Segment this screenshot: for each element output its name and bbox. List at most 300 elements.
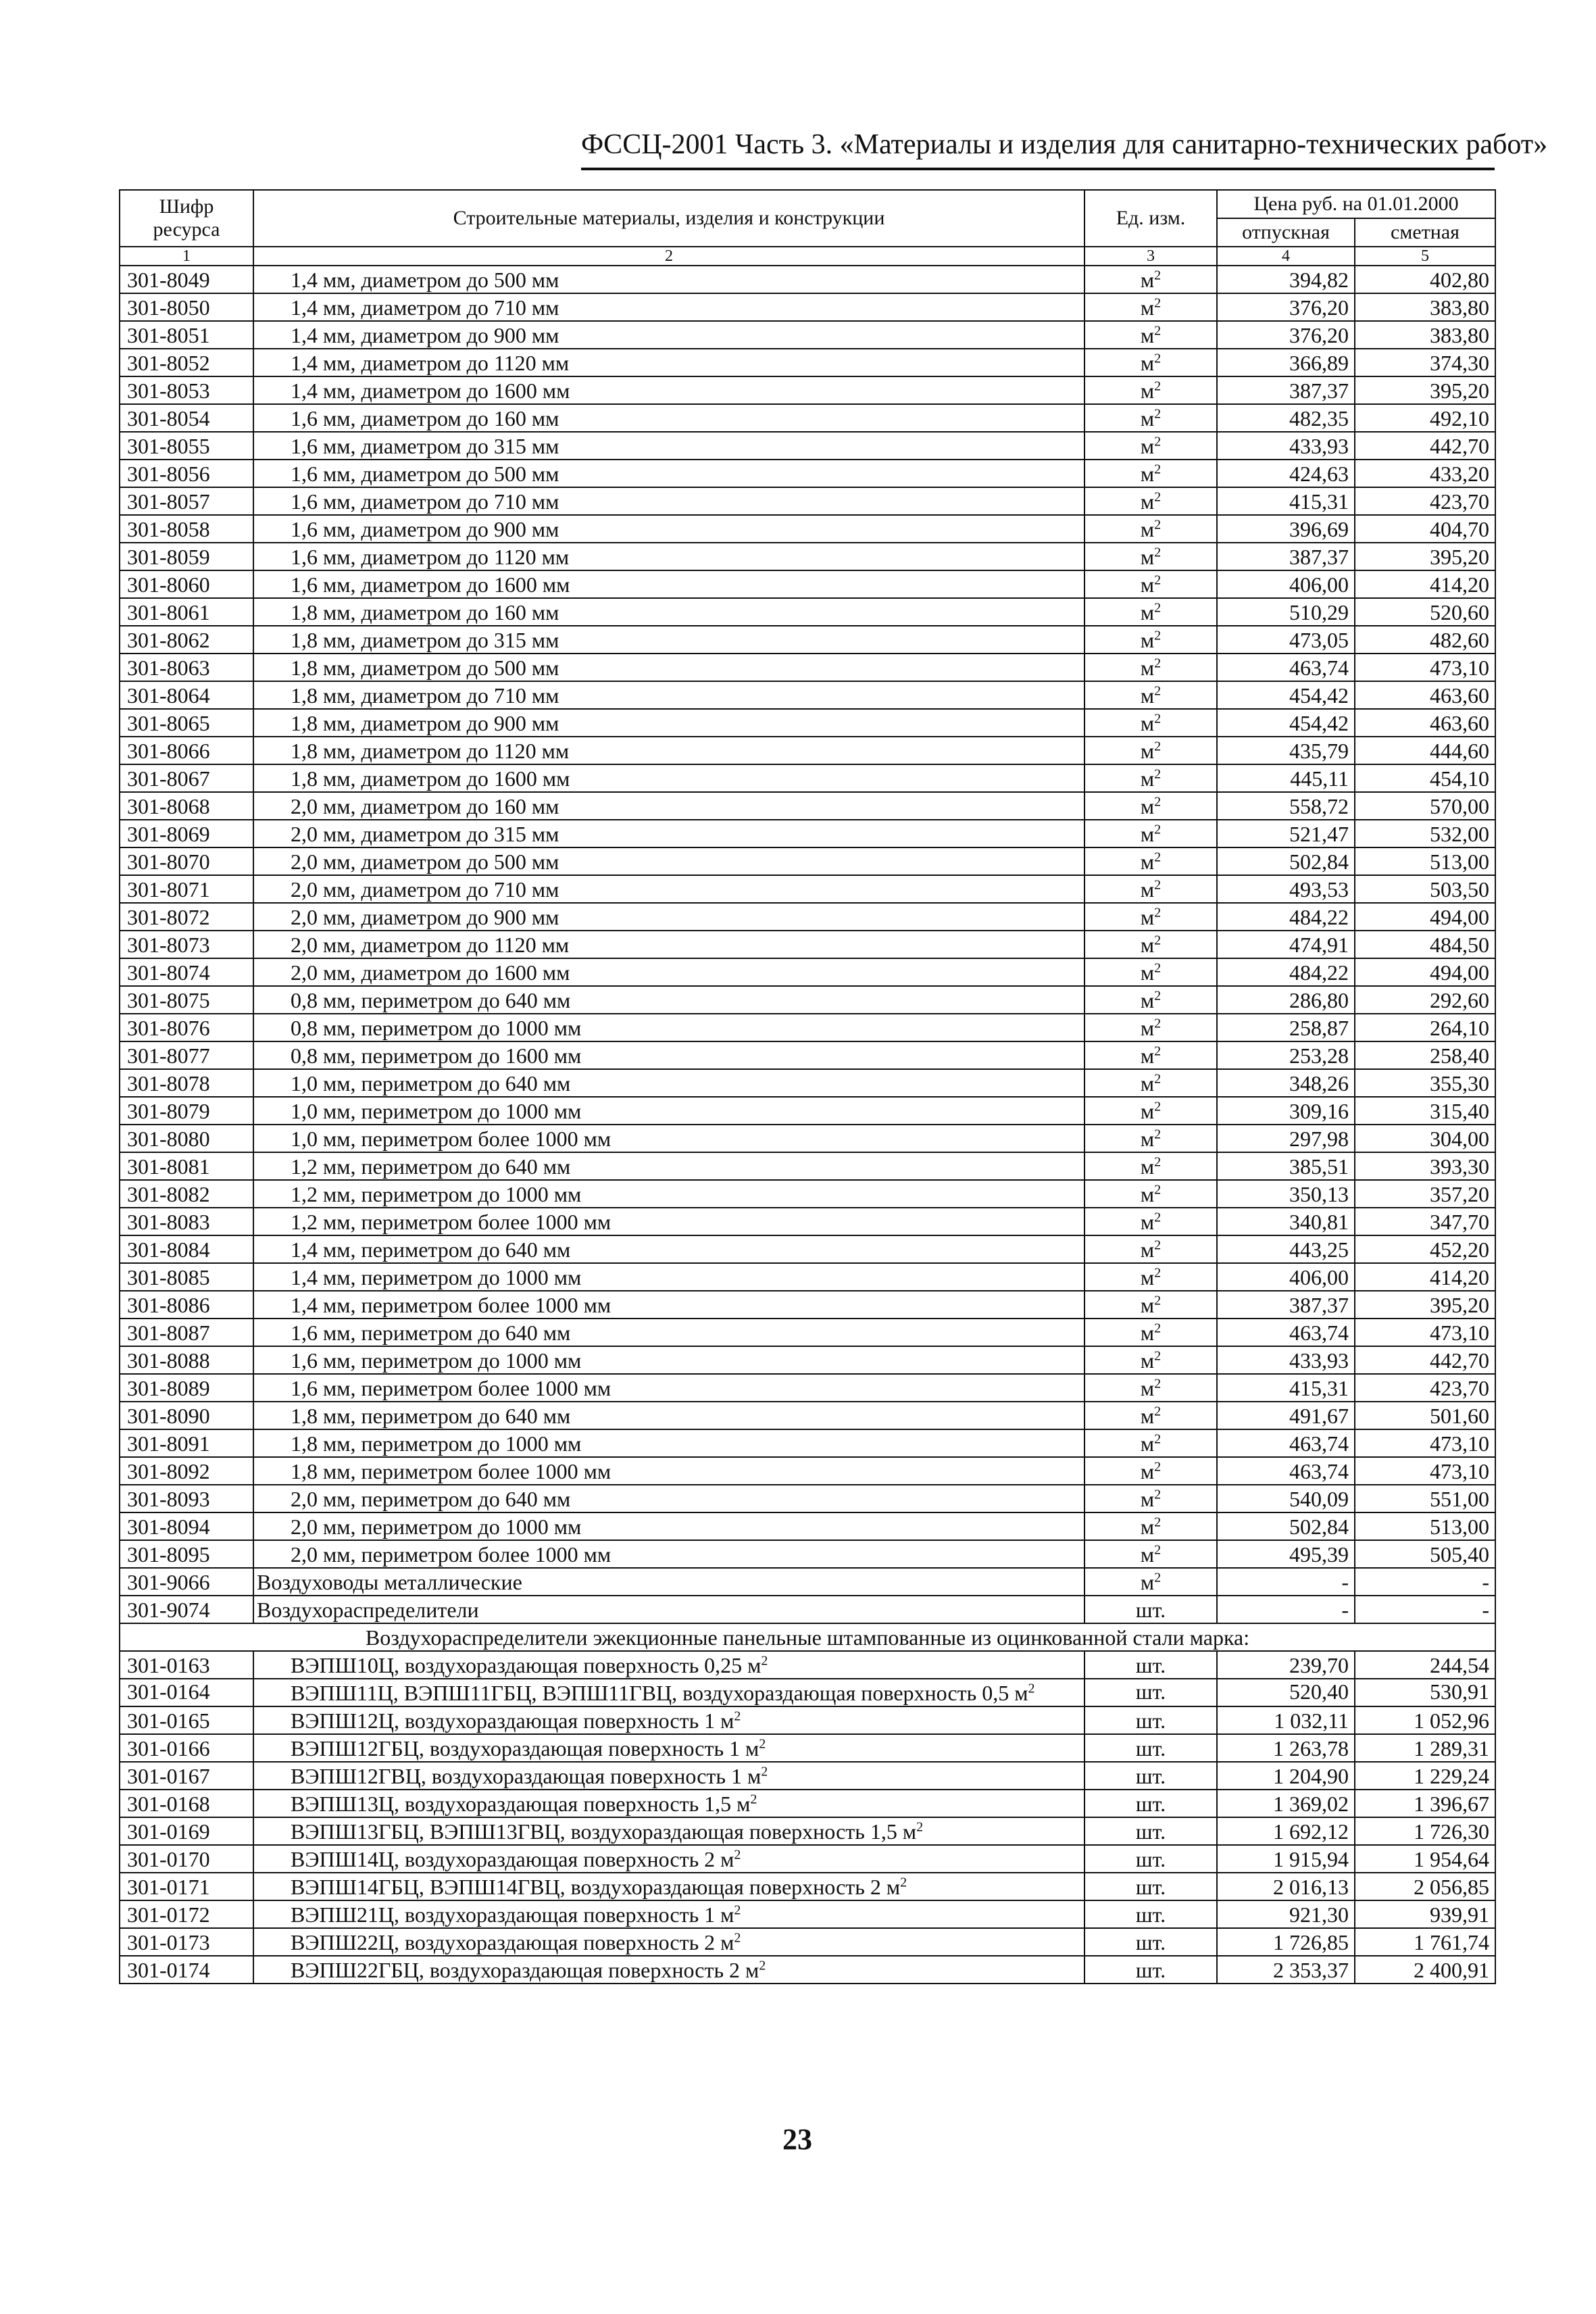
unit-cell: $м^2$ [1084, 792, 1217, 820]
unit-cell: $м^2$ [1084, 1540, 1217, 1568]
resource-code-cell: 301-0168 [120, 1790, 253, 1817]
resource-code-cell: 301-8073 [120, 931, 253, 958]
price-table [119, 189, 1496, 1984]
estimate-price-cell: 513,00 [1355, 1512, 1495, 1540]
unit-cell: $м^2$ [1084, 1235, 1217, 1263]
resource-code-cell: 301-8050 [120, 293, 253, 321]
release-price-cell: 376,20 [1217, 293, 1355, 321]
resource-code-cell: 301-8083 [120, 1208, 253, 1235]
estimate-price-cell: 939,91 [1355, 1900, 1495, 1928]
unit-cell: $м^2$ [1084, 404, 1217, 432]
estimate-price-cell: 402,80 [1355, 266, 1495, 293]
release-price-cell: 433,93 [1217, 432, 1355, 460]
estimate-price-cell: 1 289,31 [1355, 1734, 1495, 1762]
unit-cell: $м^2$ [1084, 1402, 1217, 1429]
unit-cell: $м^2$ [1084, 543, 1217, 570]
material-name-cell: 1,6 мм, диаметром до 315 мм [253, 432, 1084, 460]
material-name-cell: 1,6 мм, диаметром до 710 мм [253, 487, 1084, 515]
resource-code-cell: 301-8049 [120, 266, 253, 293]
resource-code-cell: 301-8090 [120, 1402, 253, 1429]
resource-code-cell: 301-8092 [120, 1457, 253, 1485]
resource-code-cell: 301-8075 [120, 986, 253, 1014]
unit-cell: шт. [1084, 1679, 1217, 1706]
table-row [120, 1291, 1495, 1319]
release-price-cell: 424,63 [1217, 460, 1355, 487]
estimate-price-cell: 304,00 [1355, 1125, 1495, 1152]
col-number-2: 2 [253, 247, 1084, 266]
material-name-cell: ВЭПШ13ГБЦ, ВЭПШ13ГВЦ, воздухораздающая поверхность 1,5 $м^2$ [253, 1817, 1084, 1845]
estimate-price-cell: 473,10 [1355, 654, 1495, 681]
material-name-cell: 1,8 мм, диаметром до 315 мм [253, 626, 1084, 654]
unit-cell: шт. [1084, 1596, 1217, 1623]
unit-cell: $м^2$ [1084, 598, 1217, 626]
resource-code-cell: 301-8081 [120, 1152, 253, 1180]
table-row [120, 1429, 1495, 1457]
release-price-cell: 1 369,02 [1217, 1790, 1355, 1817]
release-price-cell: 463,74 [1217, 1319, 1355, 1346]
material-name-cell: 1,4 мм, диаметром до 500 мм [253, 266, 1084, 293]
unit-cell: $м^2$ [1084, 1180, 1217, 1208]
resource-code-cell: 301-8086 [120, 1291, 253, 1319]
resource-code-cell: 301-8091 [120, 1429, 253, 1457]
section-row [120, 1623, 1495, 1651]
resource-code-cell: 301-8079 [120, 1097, 253, 1125]
material-name-cell: 1,6 мм, диаметром до 160 мм [253, 404, 1084, 432]
table-row [120, 931, 1495, 958]
resource-code-cell: 301-8057 [120, 487, 253, 515]
resource-code-cell: 301-8084 [120, 1235, 253, 1263]
release-price-cell: 921,30 [1217, 1900, 1355, 1928]
page-header-title: ФССЦ-2001 Часть 3. «Материалы и изделия для санитарно-технических работ» [581, 129, 1548, 160]
resource-code-cell: 301-8062 [120, 626, 253, 654]
page-number: 23 [782, 2123, 812, 2156]
header-estimate-price: сметная [1355, 218, 1495, 247]
unit-cell: $м^2$ [1084, 1125, 1217, 1152]
unit-cell: $м^2$ [1084, 654, 1217, 681]
table-row [120, 1235, 1495, 1263]
release-price-cell: 474,91 [1217, 931, 1355, 958]
table-row [120, 1734, 1495, 1762]
unit-cell: $м^2$ [1084, 1208, 1217, 1235]
header-code: Шифр ресурса [120, 190, 253, 247]
unit-cell: $м^2$ [1084, 1263, 1217, 1291]
material-name-cell: 1,0 мм, периметром до 640 мм [253, 1069, 1084, 1097]
material-name-cell: 1,8 мм, диаметром до 710 мм [253, 681, 1084, 709]
table-row [120, 1928, 1495, 1956]
price-table-container [119, 189, 1495, 1984]
unit-cell: $м^2$ [1084, 764, 1217, 792]
table-row [120, 737, 1495, 764]
material-name-cell: 2,0 мм, периметром более 1000 мм [253, 1540, 1084, 1568]
table-row [120, 1097, 1495, 1125]
release-price-cell: 387,37 [1217, 1291, 1355, 1319]
header-rule [581, 168, 1495, 170]
estimate-price-cell: 433,20 [1355, 460, 1495, 487]
estimate-price-cell: 423,70 [1355, 1374, 1495, 1402]
release-price-cell: 463,74 [1217, 1457, 1355, 1485]
table-row [120, 1485, 1495, 1512]
estimate-price-cell: 482,60 [1355, 626, 1495, 654]
material-name-cell: 1,4 мм, диаметром до 1600 мм [253, 376, 1084, 404]
estimate-price-cell: 463,60 [1355, 681, 1495, 709]
resource-code-cell: 301-8059 [120, 543, 253, 570]
estimate-price-cell: - [1355, 1596, 1495, 1623]
resource-code-cell: 301-0164 [120, 1679, 253, 1706]
resource-code-cell: 301-8094 [120, 1512, 253, 1540]
resource-code-cell: 301-8069 [120, 820, 253, 847]
header-name: Строительные материалы, изделия и конструкции [253, 190, 1084, 247]
unit-cell: шт. [1084, 1762, 1217, 1790]
unit-cell: $м^2$ [1084, 958, 1217, 986]
estimate-price-cell: 414,20 [1355, 1263, 1495, 1291]
estimate-price-cell: 494,00 [1355, 903, 1495, 931]
material-name-cell: 1,0 мм, периметром более 1000 мм [253, 1125, 1084, 1152]
estimate-price-cell: 494,00 [1355, 958, 1495, 986]
header-price-group: Цена руб. на 01.01.2000 [1217, 190, 1495, 218]
unit-cell: $м^2$ [1084, 1346, 1217, 1374]
resource-code-cell: 301-0167 [120, 1762, 253, 1790]
material-name-cell: 1,4 мм, диаметром до 710 мм [253, 293, 1084, 321]
material-name-cell: 1,4 мм, периметром до 1000 мм [253, 1263, 1084, 1291]
resource-code-cell: 301-8080 [120, 1125, 253, 1152]
release-price-cell: 502,84 [1217, 847, 1355, 875]
resource-code-cell: 301-8076 [120, 1014, 253, 1041]
material-name-cell: ВЭПШ12Ц, воздухораздающая поверхность 1 $м^2$ [253, 1706, 1084, 1734]
resource-code-cell: 301-8074 [120, 958, 253, 986]
estimate-price-cell: 532,00 [1355, 820, 1495, 847]
material-name-cell: 1,8 мм, диаметром до 1600 мм [253, 764, 1084, 792]
table-row [120, 792, 1495, 820]
table-row [120, 1069, 1495, 1097]
release-price-cell: 239,70 [1217, 1651, 1355, 1679]
material-name-cell: 0,8 мм, периметром до 640 мм [253, 986, 1084, 1014]
estimate-price-cell: 452,20 [1355, 1235, 1495, 1263]
unit-cell: $м^2$ [1084, 349, 1217, 376]
table-row [120, 515, 1495, 543]
material-name-cell: 1,8 мм, периметром до 1000 мм [253, 1429, 1084, 1457]
material-name-cell: ВЭПШ14Ц, воздухораздающая поверхность 2 $м^2$ [253, 1845, 1084, 1873]
material-name-cell: ВЭПШ22ГБЦ, воздухораздающая поверхность 2 $м^2$ [253, 1956, 1084, 1984]
table-row [120, 1319, 1495, 1346]
table-row [120, 266, 1495, 293]
material-name-cell: 2,0 мм, диаметром до 710 мм [253, 875, 1084, 903]
section-title: Воздухораспределители эжекционные панельные штампованные из оцинкованной стали марка: [120, 1623, 1495, 1651]
resource-code-cell: 301-8054 [120, 404, 253, 432]
unit-cell: $м^2$ [1084, 1568, 1217, 1596]
table-row [120, 1208, 1495, 1235]
estimate-price-cell: 444,60 [1355, 737, 1495, 764]
estimate-price-cell: 355,30 [1355, 1069, 1495, 1097]
material-name-cell: 2,0 мм, диаметром до 1600 мм [253, 958, 1084, 986]
estimate-price-cell: 315,40 [1355, 1097, 1495, 1125]
estimate-price-cell: 347,70 [1355, 1208, 1495, 1235]
estimate-price-cell: 1 052,96 [1355, 1706, 1495, 1734]
release-price-cell: 433,93 [1217, 1346, 1355, 1374]
release-price-cell: - [1217, 1568, 1355, 1596]
table-header [120, 190, 1495, 266]
table-row [120, 293, 1495, 321]
material-name-cell: 2,0 мм, периметром до 1000 мм [253, 1512, 1084, 1540]
release-price-cell: 443,25 [1217, 1235, 1355, 1263]
material-name-cell: 1,2 мм, периметром более 1000 мм [253, 1208, 1084, 1235]
estimate-price-cell: 551,00 [1355, 1485, 1495, 1512]
release-price-cell: 396,69 [1217, 515, 1355, 543]
estimate-price-cell: 492,10 [1355, 404, 1495, 432]
unit-cell: $м^2$ [1084, 1069, 1217, 1097]
release-price-cell: 540,09 [1217, 1485, 1355, 1512]
unit-cell: $м^2$ [1084, 460, 1217, 487]
table-row [120, 349, 1495, 376]
table-row [120, 681, 1495, 709]
table-row [120, 570, 1495, 598]
resource-code-cell: 301-8095 [120, 1540, 253, 1568]
unit-cell: шт. [1084, 1790, 1217, 1817]
material-name-cell: 1,2 мм, периметром до 640 мм [253, 1152, 1084, 1180]
material-name-cell: ВЭПШ12ГБЦ, воздухораздающая поверхность 1 $м^2$ [253, 1734, 1084, 1762]
table-row [120, 404, 1495, 432]
estimate-price-cell: 1 396,67 [1355, 1790, 1495, 1817]
release-price-cell: 387,37 [1217, 376, 1355, 404]
estimate-price-cell: 395,20 [1355, 376, 1495, 404]
unit-cell: $м^2$ [1084, 820, 1217, 847]
estimate-price-cell: 414,20 [1355, 570, 1495, 598]
table-row [120, 764, 1495, 792]
release-price-cell: 415,31 [1217, 487, 1355, 515]
table-row [120, 986, 1495, 1014]
material-name-cell: Воздухораспределители [253, 1596, 1084, 1623]
resource-code-cell: 301-8055 [120, 432, 253, 460]
table-row [120, 1762, 1495, 1790]
table-row [120, 709, 1495, 737]
estimate-price-cell: 1 726,30 [1355, 1817, 1495, 1845]
estimate-price-cell: 484,50 [1355, 931, 1495, 958]
resource-code-cell: 301-8071 [120, 875, 253, 903]
col-number-5: 5 [1355, 247, 1495, 266]
material-name-cell: 1,8 мм, диаметром до 1120 мм [253, 737, 1084, 764]
resource-code-cell: 301-8068 [120, 792, 253, 820]
resource-code-cell: 301-8067 [120, 764, 253, 792]
resource-code-cell: 301-8082 [120, 1180, 253, 1208]
estimate-price-cell: 357,20 [1355, 1180, 1495, 1208]
unit-cell: шт. [1084, 1928, 1217, 1956]
unit-cell: $м^2$ [1084, 681, 1217, 709]
material-name-cell: ВЭПШ10Ц, воздухораздающая поверхность 0,25 $м^2$ [253, 1651, 1084, 1679]
unit-cell: шт. [1084, 1817, 1217, 1845]
material-name-cell: 1,4 мм, периметром более 1000 мм [253, 1291, 1084, 1319]
header-release-price: отпускная [1217, 218, 1355, 247]
resource-code-cell: 301-8053 [120, 376, 253, 404]
table-row [120, 432, 1495, 460]
estimate-price-cell: 473,10 [1355, 1457, 1495, 1485]
unit-cell: $м^2$ [1084, 1512, 1217, 1540]
table-row [120, 1873, 1495, 1900]
material-name-cell: 2,0 мм, диаметром до 1120 мм [253, 931, 1084, 958]
resource-code-cell: 301-0169 [120, 1817, 253, 1845]
resource-code-cell: 301-8066 [120, 737, 253, 764]
header-unit: Ед. изм. [1084, 190, 1217, 247]
estimate-price-cell: - [1355, 1568, 1495, 1596]
release-price-cell: 484,22 [1217, 903, 1355, 931]
material-name-cell: 1,6 мм, диаметром до 900 мм [253, 515, 1084, 543]
estimate-price-cell: 473,10 [1355, 1429, 1495, 1457]
resource-code-cell: 301-8063 [120, 654, 253, 681]
table-row [120, 626, 1495, 654]
estimate-price-cell: 454,10 [1355, 764, 1495, 792]
unit-cell: $м^2$ [1084, 737, 1217, 764]
table-row [120, 1568, 1495, 1596]
release-price-cell: 406,00 [1217, 570, 1355, 598]
table-row [120, 1374, 1495, 1402]
estimate-price-cell: 520,60 [1355, 598, 1495, 626]
material-name-cell: 0,8 мм, периметром до 1000 мм [253, 1014, 1084, 1041]
release-price-cell: 1 726,85 [1217, 1928, 1355, 1956]
table-row [120, 487, 1495, 515]
table-row [120, 543, 1495, 570]
resource-code-cell: 301-0174 [120, 1956, 253, 1984]
release-price-cell: 387,37 [1217, 543, 1355, 570]
resource-code-cell: 301-8089 [120, 1374, 253, 1402]
unit-cell: $м^2$ [1084, 1319, 1217, 1346]
release-price-cell: 463,74 [1217, 1429, 1355, 1457]
unit-cell: $м^2$ [1084, 903, 1217, 931]
estimate-price-cell: 1 954,64 [1355, 1845, 1495, 1873]
unit-cell: $м^2$ [1084, 1152, 1217, 1180]
resource-code-cell: 301-8061 [120, 598, 253, 626]
release-price-cell: 520,40 [1217, 1679, 1355, 1706]
unit-cell: $м^2$ [1084, 1374, 1217, 1402]
resource-code-cell: 301-0173 [120, 1928, 253, 1956]
table-row [120, 1180, 1495, 1208]
resource-code-cell: 301-0165 [120, 1706, 253, 1734]
unit-cell: $м^2$ [1084, 1041, 1217, 1069]
estimate-price-cell: 1 761,74 [1355, 1928, 1495, 1956]
table-row [120, 1596, 1495, 1623]
material-name-cell: 0,8 мм, периметром до 1600 мм [253, 1041, 1084, 1069]
release-price-cell: 297,98 [1217, 1125, 1355, 1152]
col-number-4: 4 [1217, 247, 1355, 266]
estimate-price-cell: 2 056,85 [1355, 1873, 1495, 1900]
table-row [120, 1263, 1495, 1291]
release-price-cell: 348,26 [1217, 1069, 1355, 1097]
unit-cell: $м^2$ [1084, 1291, 1217, 1319]
unit-cell: $м^2$ [1084, 515, 1217, 543]
release-price-cell: 385,51 [1217, 1152, 1355, 1180]
estimate-price-cell: 1 229,24 [1355, 1762, 1495, 1790]
unit-cell: $м^2$ [1084, 1097, 1217, 1125]
unit-cell: шт. [1084, 1845, 1217, 1873]
table-row [120, 1152, 1495, 1180]
material-name-cell: 1,4 мм, диаметром до 1120 мм [253, 349, 1084, 376]
resource-code-cell: 301-0166 [120, 1734, 253, 1762]
release-price-cell: 502,84 [1217, 1512, 1355, 1540]
table-row [120, 1651, 1495, 1679]
unit-cell: $м^2$ [1084, 321, 1217, 349]
material-name-cell: ВЭПШ21Ц, воздухораздающая поверхность 1 $м^2$ [253, 1900, 1084, 1928]
table-row [120, 321, 1495, 349]
material-name-cell: 1,8 мм, диаметром до 160 мм [253, 598, 1084, 626]
resource-code-cell: 301-8078 [120, 1069, 253, 1097]
release-price-cell: 1 692,12 [1217, 1817, 1355, 1845]
material-name-cell: ВЭПШ11Ц, ВЭПШ11ГБЦ, ВЭПШ11ГВЦ, воздухораздающая поверхность 0,5 $м^2$ [253, 1679, 1084, 1706]
table-row [120, 1956, 1495, 1984]
estimate-price-cell: 395,20 [1355, 1291, 1495, 1319]
estimate-price-cell: 530,91 [1355, 1679, 1495, 1706]
resource-code-cell: 301-9074 [120, 1596, 253, 1623]
resource-code-cell: 301-8085 [120, 1263, 253, 1291]
table-row [120, 1679, 1495, 1706]
table-row [120, 1540, 1495, 1568]
resource-code-cell: 301-8065 [120, 709, 253, 737]
table-row [120, 903, 1495, 931]
estimate-price-cell: 570,00 [1355, 792, 1495, 820]
release-price-cell: 1 032,11 [1217, 1706, 1355, 1734]
release-price-cell: 521,47 [1217, 820, 1355, 847]
resource-code-cell: 301-0170 [120, 1845, 253, 1873]
table-row [120, 847, 1495, 875]
unit-cell: $м^2$ [1084, 293, 1217, 321]
table-body [120, 266, 1495, 1984]
estimate-price-cell: 442,70 [1355, 432, 1495, 460]
unit-cell: $м^2$ [1084, 626, 1217, 654]
unit-cell: $м^2$ [1084, 931, 1217, 958]
table-row [120, 1706, 1495, 1734]
release-price-cell: 1 204,90 [1217, 1762, 1355, 1790]
unit-cell: $м^2$ [1084, 1485, 1217, 1512]
estimate-price-cell: 393,30 [1355, 1152, 1495, 1180]
table-row [120, 820, 1495, 847]
resource-code-cell: 301-8056 [120, 460, 253, 487]
table-row [120, 376, 1495, 404]
material-name-cell: 1,6 мм, периметром более 1000 мм [253, 1374, 1084, 1402]
resource-code-cell: 301-8077 [120, 1041, 253, 1069]
release-price-cell: - [1217, 1596, 1355, 1623]
resource-code-cell: 301-8088 [120, 1346, 253, 1374]
table-row [120, 958, 1495, 986]
release-price-cell: 394,82 [1217, 266, 1355, 293]
estimate-price-cell: 258,40 [1355, 1041, 1495, 1069]
release-price-cell: 286,80 [1217, 986, 1355, 1014]
release-price-cell: 473,05 [1217, 626, 1355, 654]
table-row [120, 598, 1495, 626]
unit-cell: шт. [1084, 1706, 1217, 1734]
table-row [120, 1845, 1495, 1873]
unit-cell: $м^2$ [1084, 1457, 1217, 1485]
material-name-cell: 1,6 мм, диаметром до 1120 мм [253, 543, 1084, 570]
release-price-cell: 435,79 [1217, 737, 1355, 764]
unit-cell: $м^2$ [1084, 1014, 1217, 1041]
release-price-cell: 510,29 [1217, 598, 1355, 626]
material-name-cell: 2,0 мм, диаметром до 900 мм [253, 903, 1084, 931]
resource-code-cell: 301-8064 [120, 681, 253, 709]
material-name-cell: 1,8 мм, периметром более 1000 мм [253, 1457, 1084, 1485]
material-name-cell: 1,4 мм, диаметром до 900 мм [253, 321, 1084, 349]
material-name-cell: 1,6 мм, диаметром до 1600 мм [253, 570, 1084, 598]
estimate-price-cell: 442,70 [1355, 1346, 1495, 1374]
release-price-cell: 415,31 [1217, 1374, 1355, 1402]
unit-cell: $м^2$ [1084, 986, 1217, 1014]
estimate-price-cell: 505,40 [1355, 1540, 1495, 1568]
estimate-price-cell: 404,70 [1355, 515, 1495, 543]
release-price-cell: 309,16 [1217, 1097, 1355, 1125]
unit-cell: шт. [1084, 1900, 1217, 1928]
col-number-3: 3 [1084, 247, 1217, 266]
table-row [120, 1512, 1495, 1540]
release-price-cell: 350,13 [1217, 1180, 1355, 1208]
release-price-cell: 493,53 [1217, 875, 1355, 903]
release-price-cell: 366,89 [1217, 349, 1355, 376]
estimate-price-cell: 374,30 [1355, 349, 1495, 376]
resource-code-cell: 301-8072 [120, 903, 253, 931]
